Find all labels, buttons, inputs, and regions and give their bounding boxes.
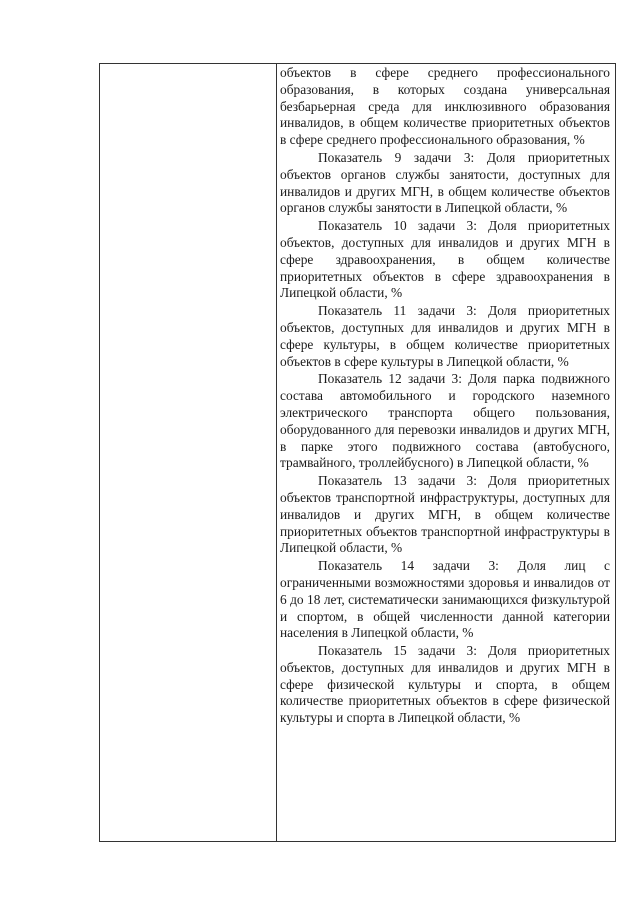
table-cell-content [280, 65, 610, 728]
indicator-10-paragraph: Показатель 10 задачи 3: Доля приоритетных объектов, доступных для инвалидов и других МГН в сфере здравоохранения, в общем количестве приоритетных объектов в сфере здравоохранения в Липецкой области, % [280, 218, 610, 301]
indicator-11-paragraph: Показатель 11 задачи 3: Доля приоритетных объектов, доступных для инвалидов и других МГН в сфере культуры, в общем количестве приоритетных объектов в сфере культуры в Липецкой области, % [280, 303, 610, 369]
indicator-9-paragraph: Показатель 9 задачи 3: Доля приоритетных объектов органов службы занятости, доступных для инвалидов и других МГН, в общем количестве объектов органов службы занятости в Липецкой области, % [280, 149, 610, 216]
indicator-14-paragraph: Показатель 14 задачи 3: Доля лиц с ограниченными возможностями здоровья и инвалидов от 6 до 18 лет, систематически занимающихся физкультурой и спортом, в общей численности данной категории населения в Липецкой области, % [280, 558, 610, 641]
column-divider [276, 64, 277, 841]
indicator-13-paragraph: Показатель 13 задачи 3: Доля приоритетных объектов транспортной инфраструктуры, доступных для инвалидов и других МГН, в общем количестве приоритетных объектов транспортной инфраструктуры в Липецкой области, % [280, 473, 610, 556]
paragraph-continuation: объектов в сфере среднего профессионального образования, в которых создана универсальная безбарьерная среда для инклюзивного образования инвалидов, в общем количестве приоритетных объектов в сфере среднего профессионального образования, % [280, 65, 610, 148]
indicator-12-paragraph: Показатель 12 задачи 3: Доля парка подвижного состава автомобильного и городского наземного электрического транспорта общего пользования, оборудованного для перевозки инвалидов и других МГН, в парке этого подвижного состава (автобусного, трамвайного, троллейбусного) в Липецкой области, % [280, 371, 610, 471]
document-table [99, 63, 616, 842]
indicator-15-paragraph: Показатель 15 задачи 3: Доля приоритетных объектов, доступных для инвалидов и других МГН в сфере физической культуры и спорта, в общем количестве приоритетных объектов в сфере физической культуры и спорта в Липецкой области, % [280, 643, 610, 726]
